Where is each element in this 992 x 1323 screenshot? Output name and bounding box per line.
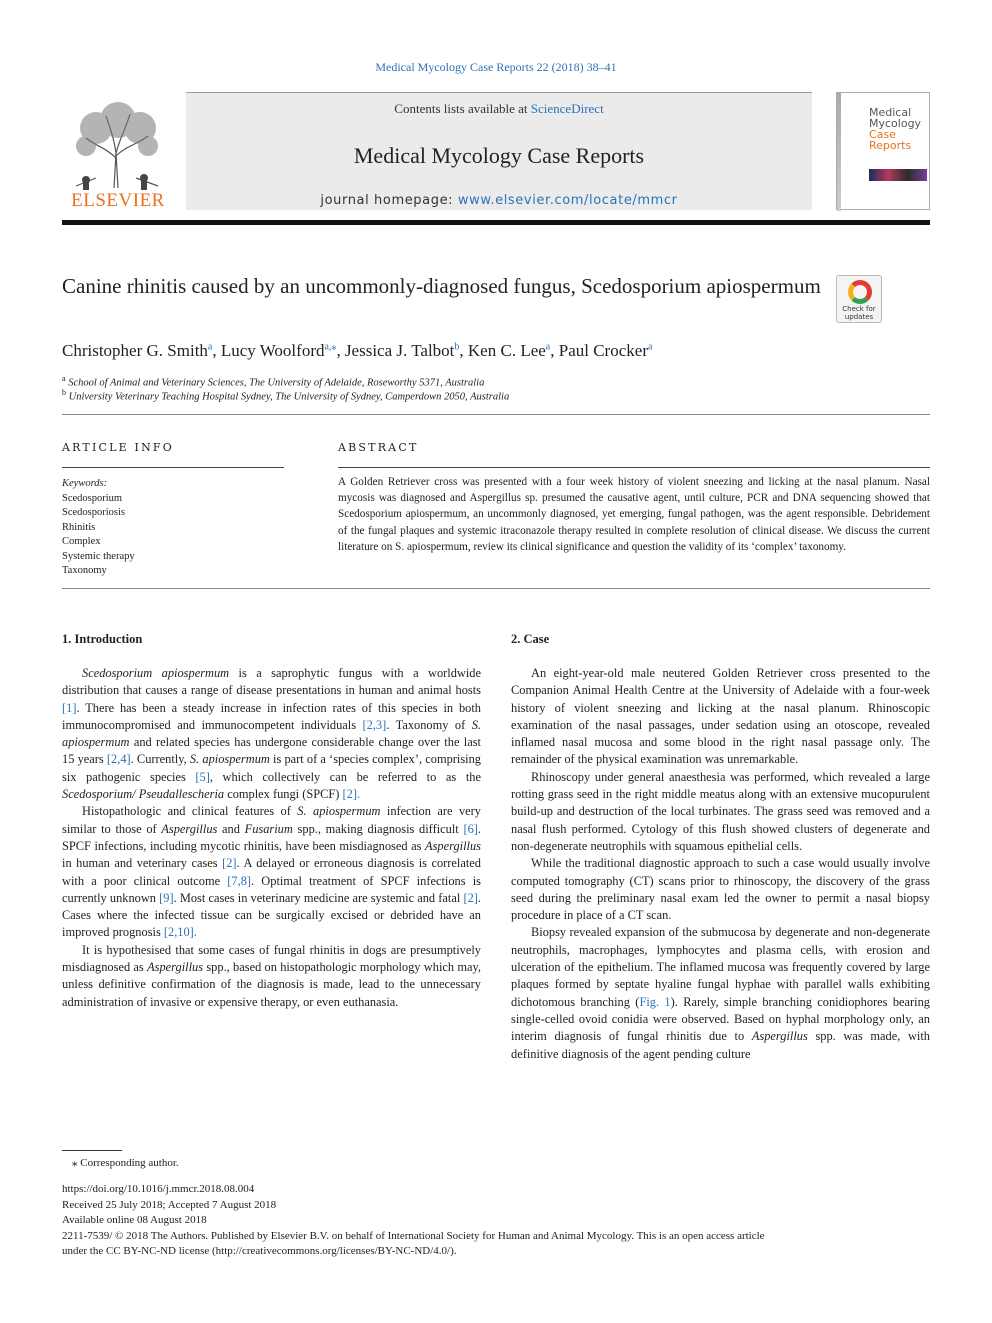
- text-run: complex fungi (SPCF): [224, 787, 343, 802]
- species-name: Scedosporium apiospermum: [82, 666, 230, 680]
- author-separator: ,: [550, 341, 559, 360]
- keyword: Taxonomy: [62, 565, 107, 576]
- paragraph: While the traditional diagnostic approach to such a case would usually involve computed tomography (CT) scans prior to rhinoscopy, the discovery of the grass seed during the preliminary nasal exam led the owner to permit a nasal biopsy procedure in place of a CT scan.: [511, 856, 930, 923]
- species-name: Aspergillus: [751, 1029, 808, 1044]
- journal-homepage: [186, 193, 812, 208]
- paragraph: [511, 924, 930, 1062]
- article-info-rule: [62, 467, 284, 468]
- affiliation-text: School of Animal and Veterinary Sciences, The University of Adelaide, Roseworthy 5371, Australia: [68, 377, 485, 389]
- author-name[interactable]: Paul Crocker: [558, 341, 648, 360]
- author-affiliation-marker[interactable]: b: [454, 341, 460, 353]
- keyword: Systemic therapy: [62, 550, 135, 562]
- cover-title: [869, 107, 921, 151]
- text-run: . Taxonomy of: [386, 717, 472, 732]
- reference-link[interactable]: [2,3]: [362, 717, 387, 732]
- affiliation-text: University Veterinary Teaching Hospital Sydney, The University of Sydney, Camperdown 2050, Australia: [68, 391, 510, 403]
- section-heading-introduction: 1. Introduction: [62, 632, 143, 646]
- paragraph: [62, 942, 481, 1011]
- author-list: [62, 341, 930, 361]
- species-name: Fusarium: [244, 821, 293, 836]
- reference-link[interactable]: [2]: [222, 856, 237, 871]
- text-run: infection are very similar to those of: [62, 804, 481, 836]
- cover-line-1: Medical: [869, 106, 912, 119]
- abstract-text: A Golden Retriever cross was presented with a four week history of violent sneezing and licking at the nasal planum. Nasal mycosis was diagnosed and Aspergillus sp. presumed the causative agent, until culture, PCR and DNA sequencing showed that Scedosporium apiospermum, an uncommonly diagnosed, yet emerging, fungal pathogen, was the agent responsible. Debridement of the fungal plaques and systemic itraconazole therapy resulted in complete resolution of clinical disease. We discuss the current literature on S. apiospermum, review its clinical significance and question the validity of its ‘complex’ taxonomy.: [338, 476, 930, 553]
- keyword: Complex: [62, 536, 101, 547]
- case-column: [511, 665, 930, 1063]
- text-run: . There has been a steady increase in infection rates of this species in both immunocompromised and immunocompetent individuals: [62, 700, 481, 732]
- text-run: It is hypothesised that some cases of fungal rhinitis in dogs are presumptively misdiagnosed as: [62, 942, 481, 975]
- text-run: and: [217, 821, 245, 836]
- masthead: [62, 92, 930, 214]
- author-affiliation-marker[interactable]: a: [207, 341, 213, 353]
- affiliation-marker: a: [62, 374, 66, 383]
- species-name: S. apiospermum: [62, 717, 481, 750]
- text-run: . Optimal treatment of SPCF infections is currently unknown: [62, 873, 481, 905]
- reference-link[interactable]: [2,4]: [106, 752, 131, 767]
- abstract-divider: [62, 588, 930, 589]
- header-divider: [62, 414, 930, 415]
- doi-link[interactable]: https://doi.org/10.1016/j.mmcr.2018.08.004: [62, 1183, 255, 1195]
- crossmark-line-2: updates: [844, 313, 874, 321]
- keyword: Scedosporium: [62, 492, 123, 504]
- crossmark-icon: [848, 280, 872, 304]
- species-name: Aspergillus: [425, 838, 481, 853]
- text-run: is part of a ‘species complex’, comprising six pathogenic species: [62, 752, 481, 784]
- contents-prefix: Contents lists available at: [394, 101, 531, 116]
- text-run: . Cases where the infected tissue can be surgically excised or debrided have an improved prognosis: [62, 890, 481, 940]
- cover-line-3: Case: [869, 128, 896, 141]
- text-run: Histopathologic and clinical features of: [82, 804, 298, 819]
- author-separator: ,: [212, 341, 221, 360]
- reference-link[interactable]: [7,8]: [227, 873, 252, 888]
- masthead-rule: [62, 220, 930, 225]
- reference-link[interactable]: [9]: [159, 890, 174, 905]
- abstract-label: ABSTRACT: [338, 441, 419, 454]
- article-title: Canine rhinitis caused by an uncommonly-diagnosed fungus, Scedosporium apiospermum: [62, 274, 821, 298]
- available-online-date: Available online 08 August 2018: [62, 1214, 207, 1226]
- journal-banner: [186, 92, 812, 210]
- figure-link[interactable]: Fig. 1: [639, 994, 671, 1009]
- elsevier-tree-icon: [66, 98, 166, 190]
- article-info-label: ARTICLE INFO: [62, 441, 174, 454]
- text-run: . Currently,: [130, 752, 190, 767]
- received-dates: Received 25 July 2018; Accepted 7 August 2018: [62, 1199, 277, 1211]
- affiliation: [62, 388, 509, 403]
- corresponding-author-note: ⁎ Corresponding author.: [72, 1157, 179, 1169]
- homepage-prefix: journal homepage:: [320, 193, 458, 208]
- elsevier-wordmark: ELSEVIER: [71, 190, 165, 211]
- introduction-column: [62, 665, 481, 1011]
- crossmark-label: [837, 305, 881, 321]
- paragraph: [62, 803, 481, 941]
- cover-line-4: Reports: [869, 139, 912, 152]
- abstract-rule: [338, 467, 930, 468]
- cover-image-strip: [869, 169, 927, 181]
- reference-link[interactable]: [1]: [62, 700, 77, 715]
- species-name: S. apiospermum: [189, 752, 270, 767]
- text-run: . A delayed or erroneous diagnosis is correlated with a poor clinical outcome: [62, 856, 481, 888]
- contents-available: [186, 101, 812, 117]
- homepage-link[interactable]: www.elsevier.com/locate/mmcr: [457, 193, 678, 208]
- cover-spine: [837, 93, 841, 211]
- text-run: in human and veterinary cases: [62, 856, 223, 871]
- journal-cover-thumbnail[interactable]: [836, 92, 930, 210]
- crossmark-line-1: Check for: [842, 305, 876, 313]
- author-name[interactable]: Lucy Woolford: [220, 341, 325, 360]
- text-run: . Most cases in veterinary medicine are systemic and fatal: [173, 890, 464, 905]
- sciencedirect-link[interactable]: ScienceDirect: [530, 101, 604, 116]
- keyword: Scedosporiosis: [62, 507, 125, 518]
- text-run: , which collectively can be referred to as the: [209, 769, 481, 784]
- author-separator: ,: [459, 341, 468, 360]
- author-affiliation-marker[interactable]: a: [647, 341, 653, 353]
- section-heading-case: 2. Case: [511, 632, 550, 646]
- text-run: . SPCF infections, including mycotic rhinitis, have been misdiagnosed as: [62, 821, 481, 853]
- keyword: Rhinitis: [62, 521, 96, 533]
- keywords-heading: Keywords:: [62, 478, 108, 489]
- affiliation: [62, 374, 484, 389]
- reference-link[interactable]: [2].: [342, 787, 361, 802]
- footnote-rule: [62, 1150, 122, 1151]
- text-run: spp., based on histopathologic morphology which may, unless definitive confirmation of the diagnosis is made, lead to the unnecessary administration of invasive or expensive therapy, or even euthanasia.: [62, 960, 481, 1009]
- keywords-block: [62, 477, 284, 579]
- author-affiliation-marker[interactable]: a,⁎: [324, 341, 337, 353]
- reference-link[interactable]: [5]: [195, 769, 210, 784]
- affiliation-marker: b: [62, 388, 66, 397]
- author-separator: ,: [336, 341, 345, 360]
- reference-link[interactable]: [6]: [463, 821, 478, 836]
- paragraph: [62, 665, 481, 803]
- text-run: spp. was made, with definitive diagnosis of the agent pending culture: [511, 1029, 930, 1061]
- species-name: Scedosporium/ Pseudallescheria: [62, 787, 225, 802]
- reference-link[interactable]: [2,10].: [163, 925, 197, 940]
- elsevier-logo[interactable]: [62, 92, 174, 212]
- cover-line-2: Mycology: [869, 117, 922, 130]
- license-line-2: under the CC BY-NC-ND license (http://creativecommons.org/licenses/BY-NC-ND/4.0/).: [62, 1245, 457, 1257]
- license-line-1: 2211-7539/ © 2018 The Authors. Published by Elsevier B.V. on behalf of International Society for Human and Animal Mycology. This is an open access article: [62, 1230, 765, 1242]
- paragraph: Rhinoscopy under general anaesthesia was performed, which revealed a large rotting grass seed in the right middle meatus along with an extensive mucopurulent build-up and destruction of the local turbinates. The grass seed was removed and a nasal flush performed. Cytology of this flush showed clusters of degenerate and non-degenerate neutrophils with squamous epithelial cells.: [511, 769, 930, 853]
- author-name[interactable]: Jessica J. Talbot: [344, 341, 455, 360]
- species-name: Aspergillus: [147, 960, 204, 975]
- species-name: Aspergillus: [161, 821, 218, 836]
- journal-name: Medical Mycology Case Reports: [353, 143, 645, 168]
- text-run: ). Rarely, simple branching conidiophores bearing single-celled ovoid conidia were observed. Based on hyphal morphology only, an interim diagnosis of fungal rhinitis due to: [511, 994, 930, 1044]
- journal-citation-link[interactable]: Medical Mycology Case Reports 22 (2018) 38–41: [375, 60, 617, 74]
- reference-link[interactable]: [2]: [463, 890, 478, 905]
- text-run: is a saprophytic fungus with a worldwide distribution that causes a range of disease presentations in human and animal hosts: [62, 666, 481, 698]
- species-name: S. apiospermum: [297, 804, 381, 819]
- text-run: Biopsy revealed expansion of the submucosa by degenerate and non-degenerate neutrophils, macrophages, lymphocytes and plasma cells, with erosion and ulceration of the epithelium. The inflamed mucosa was frequently covered by large plaques formed by septate hyaline fungal hyphae with parallel walls exhibiting dichotomous branching (: [511, 925, 930, 1009]
- paragraph: An eight-year-old male neutered Golden Retriever cross presented to the Companion Animal Health Centre at the University of Adelaide with a four-week history of violent sneezing and licking at the nasal planum. Rhinoscopic examination of the nasal passages, under sedation using an otoscope, revealed inflamed nasal mucosa and some blood in the right nasal passage only. The remainder of the physical examination was unremarkable.: [511, 666, 930, 767]
- text-run: spp., making diagnosis difficult: [292, 821, 464, 836]
- author-name[interactable]: Ken C. Lee: [467, 341, 546, 360]
- author-affiliation-marker[interactable]: a: [545, 341, 551, 353]
- check-for-updates-badge[interactable]: [836, 275, 882, 323]
- text-run: and related species has undergone considerable change over the last 15 years: [62, 735, 481, 767]
- author-name[interactable]: Christopher G. Smith: [62, 341, 208, 360]
